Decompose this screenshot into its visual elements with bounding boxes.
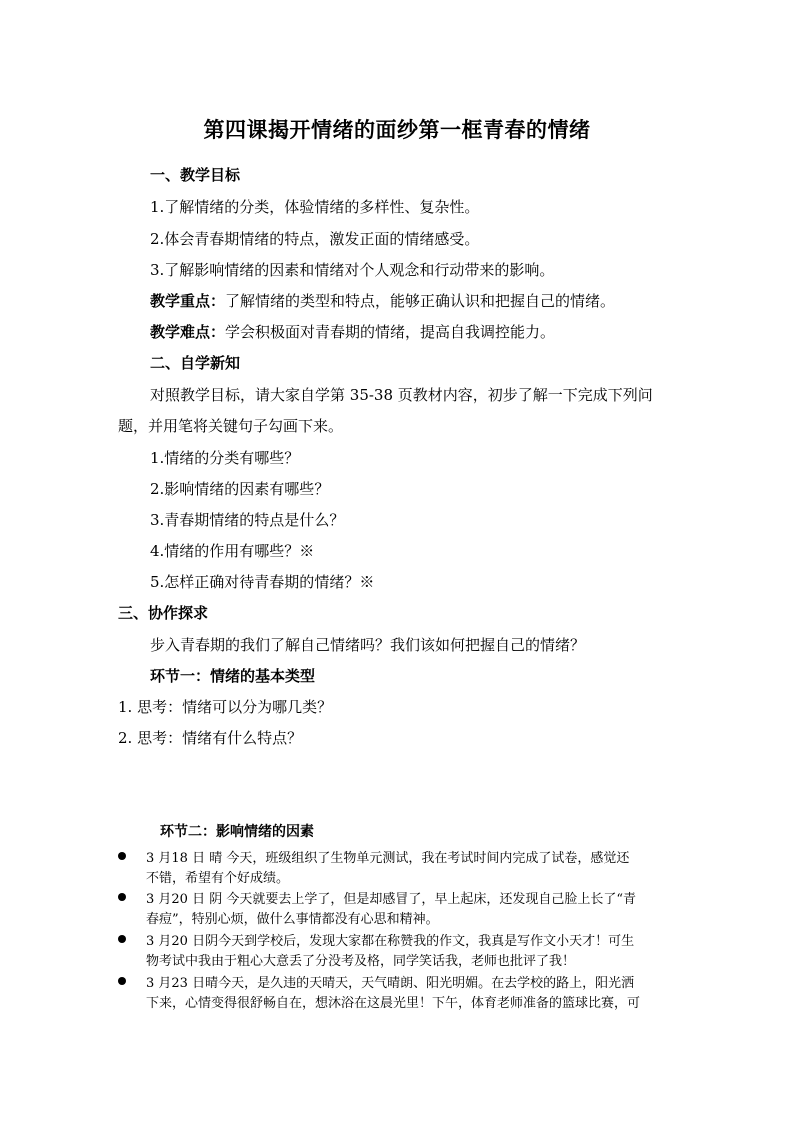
diary-entry-line: 下来，心情变得很舒畅自在，想沐浴在这晨光里！下午，体育老师准备的篮球比赛，可	[146, 996, 641, 1011]
inquiry-intro: 步入青春期的我们了解自己情绪吗？我们该如何把握自己的情绪？	[150, 636, 586, 654]
bullet-icon	[118, 935, 126, 943]
part-one-question: 2. 思考：情绪有什么特点？	[118, 729, 303, 747]
bullet-icon	[118, 852, 126, 860]
self-study-question: 3.青春期情绪的特点是什么？	[150, 511, 345, 529]
diary-entry-line: 春痘”，特别心烦，做什么事情都没有心思和精神。	[146, 912, 439, 927]
diary-entry-line: 3 月20 日 阴 今天就要去上学了，但是却感冒了，早上起床，还发现自己脸上长了“青	[146, 892, 636, 907]
lesson-title: 第四课揭开情绪的面纱第一框青春的情绪	[203, 118, 591, 142]
diary-entry-line: 3 月23 日晴今天，是久违的天晴天，天气晴朗、阳光明媚。在去学校的路上，阳光洒	[146, 976, 635, 991]
goal-item: 1.了解情绪的分类，体验情绪的多样性、复杂性。	[150, 198, 480, 216]
part-one-question: 1. 思考：情绪可以分为哪几类？	[118, 698, 333, 716]
diary-entry-line: 物考试中我由于粗心大意丢了分没考及格，同学笑话我，老师也批评了我！	[146, 954, 576, 969]
section-heading-self-study: 二、自学新知	[150, 354, 241, 372]
teaching-difficulty-point	[150, 321, 555, 342]
bullet-icon	[118, 977, 126, 985]
self-study-question: 5.怎样正确对待青春期的情绪？※	[150, 573, 375, 591]
teaching-key-label: 教学重点：	[150, 292, 226, 310]
teaching-difficulty-text: 学会积极面对青春期的情绪，提高自我调控能力。	[225, 323, 556, 341]
teaching-key-text: 了解情绪的类型和特点，能够正确认识和把握自己的情绪。	[225, 292, 616, 310]
teaching-difficulty-label: 教学难点：	[150, 323, 226, 341]
goal-item: 2.体会青春期情绪的特点，激发正面的情绪感受。	[150, 230, 480, 248]
diary-entry-line: 3 月20 日阴今天到学校后，发现大家都在称赞我的作文，我真是写作文小天才！可生	[146, 934, 635, 949]
self-study-intro-line: 对照教学目标，请大家自学第 35-38 页教材内容，初步了解一下完成下列问	[150, 386, 653, 404]
diary-entry-line: 不错，希望有个好成绩。	[146, 871, 290, 886]
goal-item: 3.了解影响情绪的因素和情绪对个人观念和行动带来的影响。	[150, 261, 555, 279]
teaching-key-point	[150, 290, 615, 311]
section-heading-cooperative-inquiry: 三、协作探求	[118, 604, 209, 622]
section-heading-teaching-goals: 一、教学目标	[150, 166, 241, 184]
self-study-question: 1.情绪的分类有哪些？	[150, 449, 300, 467]
self-study-intro-line: 题，并用笔将关键句子勾画下来。	[118, 417, 344, 435]
diary-entry-line: 3 月18 日 晴 今天，班级组织了生物单元测试，我在考试时间内完成了试卷，感觉还	[146, 851, 630, 866]
self-study-question: 2.影响情绪的因素有哪些？	[150, 480, 330, 498]
part-two-title: 环节二：影响情绪的因素	[160, 824, 314, 840]
self-study-question: 4.情绪的作用有哪些？※	[150, 542, 315, 560]
bullet-icon	[118, 893, 126, 901]
part-one-title: 环节一：情绪的基本类型	[150, 667, 316, 685]
